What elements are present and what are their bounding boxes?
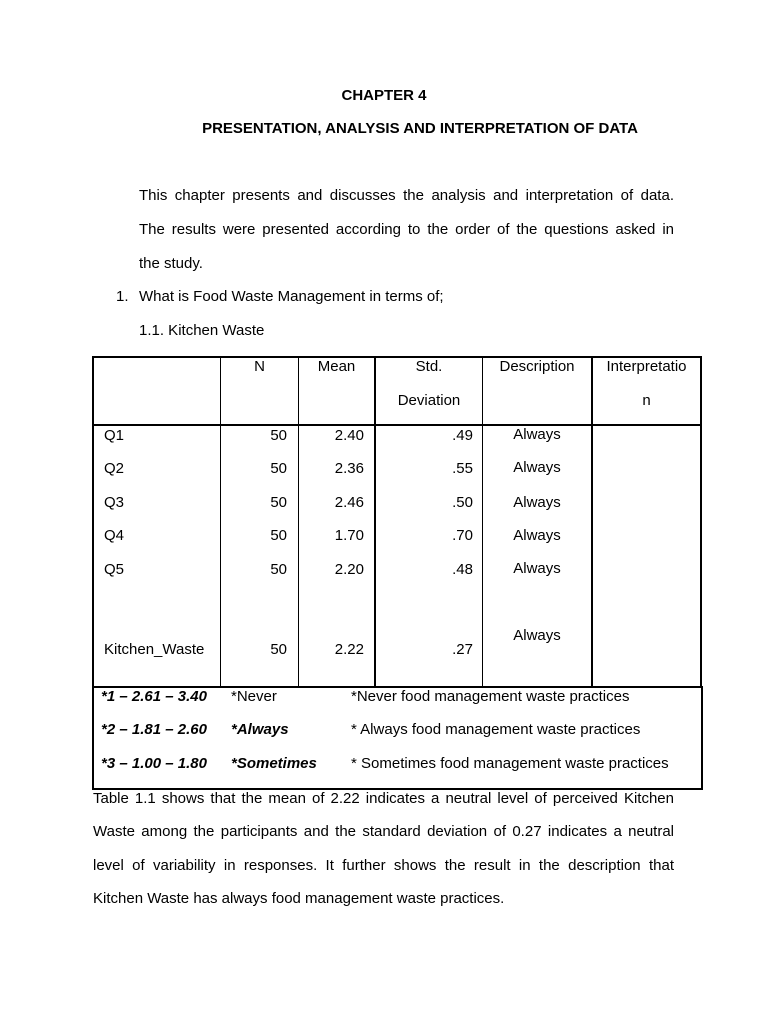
legend-term: *Always bbox=[231, 721, 289, 738]
legend-meaning: *Never food management waste practices bbox=[351, 688, 630, 705]
row-label: Kitchen_Waste bbox=[104, 641, 205, 658]
legend-term: *Sometimes bbox=[231, 755, 317, 772]
row-mean: 2.46 bbox=[334, 494, 364, 511]
row-label: Q3 bbox=[104, 494, 125, 511]
legend-range: *2 – 1.81 – 2.60 bbox=[101, 721, 207, 738]
row-description: Always bbox=[513, 426, 561, 443]
legend-meaning: * Always food management waste practices bbox=[351, 721, 641, 738]
row-label: Q5 bbox=[104, 561, 125, 578]
closing-line-4: Kitchen Waste has always food management waste practices. bbox=[93, 890, 505, 907]
row-label: Q1 bbox=[104, 427, 125, 444]
row-mean: 2.40 bbox=[334, 427, 364, 444]
question-text: What is Food Waste Management in terms of; bbox=[139, 288, 444, 305]
row-n: 50 bbox=[270, 641, 287, 658]
row-n: 50 bbox=[270, 527, 287, 544]
row-std: .27 bbox=[452, 641, 473, 658]
closing-line-3: level of variability in responses. It further shows the result in the description that bbox=[93, 857, 674, 874]
row-label: Q4 bbox=[104, 527, 125, 544]
legend-border-left bbox=[92, 686, 94, 790]
closing-line-2: Waste among the participants and the standard deviation of 0.27 indicates a neutral bbox=[93, 823, 674, 840]
row-n: 50 bbox=[270, 460, 287, 477]
intro-line-1: This chapter presents and discusses the analysis and interpretation of data. bbox=[139, 187, 674, 204]
row-std: .55 bbox=[452, 460, 473, 477]
question-number: 1. bbox=[116, 288, 129, 305]
row-n: 50 bbox=[270, 494, 287, 511]
table-border-left bbox=[92, 356, 94, 688]
table-header-divider bbox=[92, 424, 702, 426]
row-std: .70 bbox=[452, 527, 473, 544]
row-description: Always bbox=[513, 459, 561, 476]
col-divider-n bbox=[220, 356, 221, 688]
chapter-title: PRESENTATION, ANALYSIS AND INTERPRETATION OF DATA bbox=[202, 120, 638, 137]
row-description: Always bbox=[513, 627, 561, 644]
header-std-line2: Deviation bbox=[397, 392, 461, 409]
row-description: Always bbox=[513, 527, 561, 544]
row-std: .48 bbox=[452, 561, 473, 578]
row-mean: 2.22 bbox=[334, 641, 364, 658]
col-divider-mean bbox=[298, 356, 299, 688]
legend-border-right bbox=[701, 686, 703, 790]
row-mean: 1.70 bbox=[334, 527, 364, 544]
intro-line-3: the study. bbox=[139, 255, 203, 272]
question-sub: 1.1. Kitchen Waste bbox=[139, 322, 265, 339]
row-std: .49 bbox=[452, 427, 473, 444]
row-n: 50 bbox=[270, 427, 287, 444]
table-border-right bbox=[700, 356, 702, 688]
legend-term: *Never bbox=[231, 688, 277, 705]
header-interpretation-line2: n bbox=[642, 392, 651, 409]
intro-line-2: The results were presented according to the order of the questions asked in bbox=[139, 221, 674, 238]
chapter-heading: CHAPTER 4 bbox=[341, 87, 427, 104]
row-mean: 2.20 bbox=[334, 561, 364, 578]
row-description: Always bbox=[513, 494, 561, 511]
legend-range: *3 – 1.00 – 1.80 bbox=[101, 755, 207, 772]
row-std: .50 bbox=[452, 494, 473, 511]
row-label: Q2 bbox=[104, 460, 125, 477]
header-description: Description bbox=[499, 358, 575, 375]
header-interpretation-line1: Interpretatio bbox=[606, 358, 687, 375]
row-n: 50 bbox=[270, 561, 287, 578]
legend-range: *1 – 2.61 – 3.40 bbox=[101, 688, 207, 705]
header-mean: Mean bbox=[317, 358, 356, 375]
closing-line-1: Table 1.1 shows that the mean of 2.22 indicates a neutral level of perceived Kitchen bbox=[93, 790, 674, 807]
row-description: Always bbox=[513, 560, 561, 577]
header-std-line1: Std. bbox=[415, 358, 443, 375]
legend-meaning: * Sometimes food management waste practices bbox=[351, 755, 669, 772]
row-mean: 2.36 bbox=[334, 460, 364, 477]
header-n: N bbox=[254, 358, 265, 375]
